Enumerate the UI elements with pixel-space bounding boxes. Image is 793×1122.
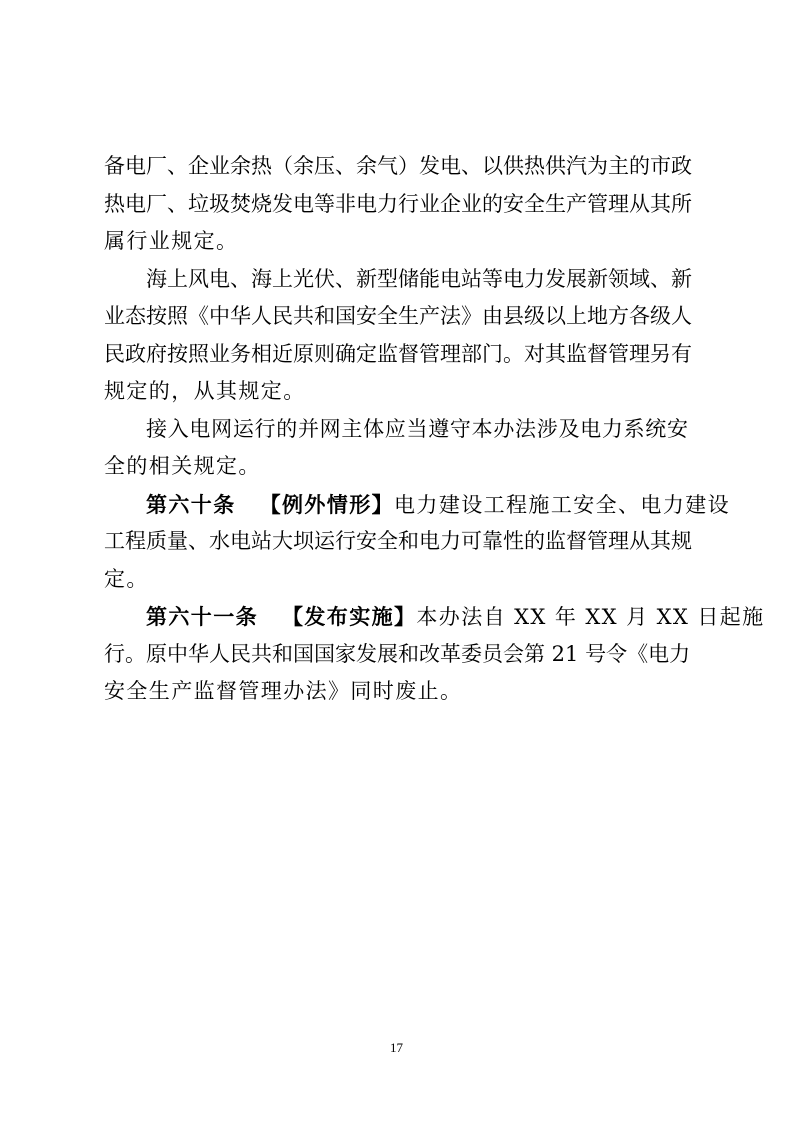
text-line: 行。原中华人民共和国国家发展和改革委员会第 21 号令《电力 — [104, 641, 691, 666]
article-61-first-line — [104, 598, 765, 636]
text-line: 热电厂、垃圾焚烧发电等非电力行业企业的安全生产管理从其所 — [104, 191, 692, 216]
page-number: 17 — [390, 1040, 403, 1055]
article-61-heading: 【发布实施】 — [282, 604, 417, 629]
text-line: 接入电网运行的并网主体应当遵守本办法涉及电力系统安 — [146, 416, 688, 441]
article-61-number: 第六十一条 — [146, 604, 258, 629]
text-line: 全的相关规定。 — [104, 454, 261, 478]
article-60 — [104, 486, 731, 599]
paragraph-3 — [104, 411, 688, 486]
paragraph-2 — [104, 261, 692, 411]
text-line: 安全生产监督管理办法》同时废止。 — [104, 679, 463, 703]
paragraph-1 — [104, 148, 692, 261]
text-line: 规定的，从其规定。 — [104, 379, 306, 403]
text-line: 备电厂、企业余热（余压、余气）发电、以供热供汽为主的市政 — [104, 154, 692, 178]
text-line: 民政府按照业务相近原则确定监督管理部门。对其监督管理另有 — [104, 341, 692, 366]
article-60-text: 电力建设工程施工安全、电力建设 — [394, 492, 731, 517]
article-60-first-line — [104, 486, 731, 524]
article-60-heading: 【例外情形】 — [259, 491, 395, 517]
document-body — [104, 148, 765, 711]
text-line: 工程质量、水电站大坝运行安全和电力可靠性的监督管理从其规 — [104, 529, 692, 553]
text-line: 定。 — [104, 566, 149, 591]
article-61 — [104, 598, 765, 711]
text-line: 属行业规定。 — [104, 229, 239, 253]
article-60-number: 第六十条 — [146, 491, 236, 517]
text-line: 海上风电、海上光伏、新型储能电站等电力发展新领域、新 — [146, 266, 692, 291]
text-line: 业态按照《中华人民共和国安全生产法》由县级以上地方各级人 — [104, 304, 692, 328]
article-61-text: 本办法自 XX 年 XX 月 XX 日起施 — [416, 605, 765, 629]
